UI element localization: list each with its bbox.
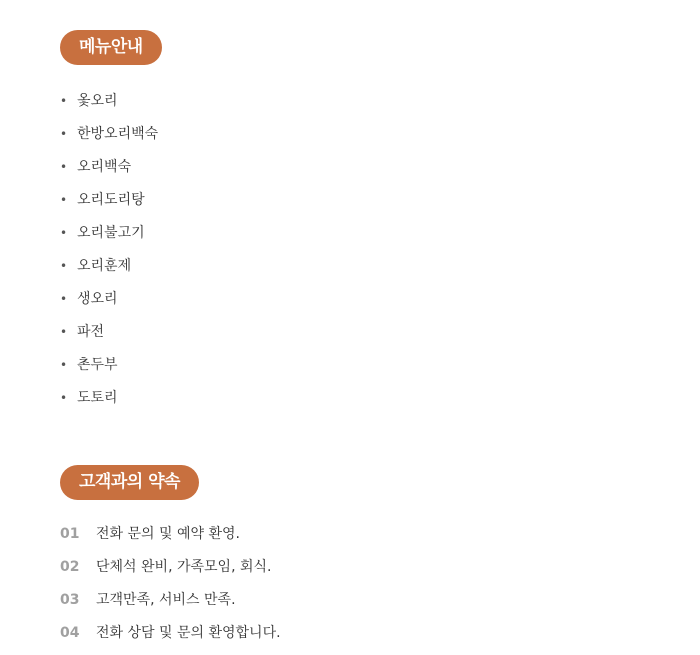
promise-item [60,523,281,556]
menu-item [60,220,158,253]
menu-item-label: 옻오리 [77,93,118,109]
promise-text: 단체석 완비, 가족모임, 회식. [96,559,272,575]
promise-list [60,523,281,655]
bullet-icon: • [60,259,68,273]
bullet-icon: • [60,391,68,405]
promise-number: 02 [60,559,80,575]
bullet-icon: • [60,193,68,207]
bullet-icon: • [60,226,68,240]
promise-number: 01 [60,526,80,542]
menu-item [60,154,158,187]
promise-text: 전화 상담 및 문의 환영합니다. [96,625,281,641]
bullet-icon: • [60,94,68,108]
promise-item [60,556,281,589]
menu-list [60,88,158,418]
bullet-icon: • [60,127,68,141]
menu-item [60,253,158,286]
menu-item [60,286,158,319]
promise-number: 03 [60,592,80,608]
bullet-icon: • [60,325,68,339]
menu-item-label: 오리도리탕 [77,192,145,208]
menu-item-label: 도토리 [77,390,118,406]
promise-number: 04 [60,625,80,641]
menu-item [60,187,158,220]
menu-item-label: 생오리 [77,291,118,307]
menu-item-label: 촌두부 [77,357,118,373]
menu-item [60,385,158,418]
menu-item [60,88,158,121]
promise-item [60,589,281,622]
bullet-icon: • [60,160,68,174]
menu-item [60,121,158,154]
bullet-icon: • [60,358,68,372]
menu-item-label: 오리백숙 [77,159,132,175]
menu-item [60,352,158,385]
menu-item-label: 파전 [77,324,105,340]
menu-item [60,319,158,352]
bullet-icon: • [60,292,68,306]
menu-item-label: 한방오리백숙 [77,126,159,142]
promise-item [60,622,281,655]
promise-text: 전화 문의 및 예약 환영. [96,526,240,542]
menu-item-label: 오리불고기 [77,225,145,241]
promise-text: 고객만족, 서비스 만족. [96,592,236,608]
menu-item-label: 오리훈제 [77,258,132,274]
menu-section-title: 메뉴안내 [60,30,162,65]
promise-section-title: 고객과의 약속 [60,465,199,500]
